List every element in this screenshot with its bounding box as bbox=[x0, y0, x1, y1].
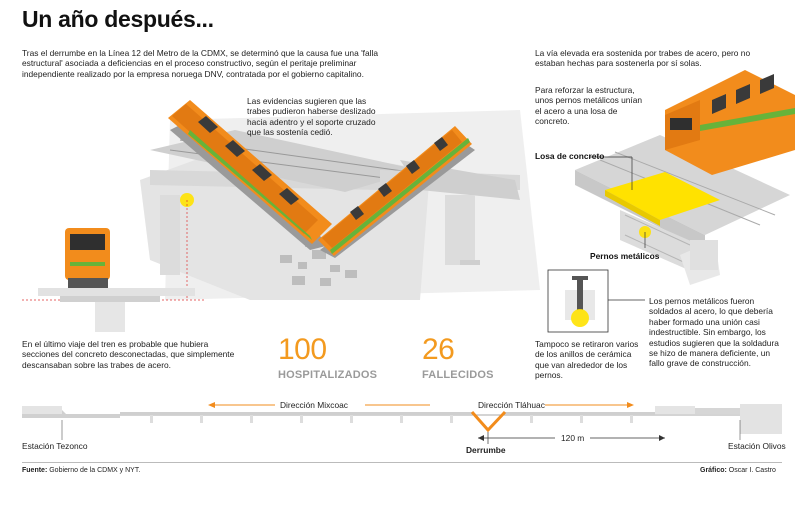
reinforce-note: Para reforzar la estructura, unos pernos metálicos unían el acero a una losa de concreto. bbox=[535, 85, 643, 127]
page-title: Un año después... bbox=[22, 6, 214, 32]
intro-text: Tras el derrumbe en la Línea 12 del Metro de la CDMX, se determinó que la causa fue una 'falla estructural' asociada a deficiencias en el proceso constructivo, según el peritaje preliminar independiente realizado por la empresa noruega DNV, contratada por el gobierno capitalino. bbox=[22, 48, 379, 79]
bolts-note: Los pernos metálicos fueron soldados al acero, lo que debería haber formado una unión casi indestructible. Sin embargo, los estudios sugieren que la soldadura se hizo de manera deficiente, un fallo grave de construcción. bbox=[649, 296, 779, 369]
station-tezonco: Estación Tezonco bbox=[22, 441, 88, 451]
hospitalized-count: 100 bbox=[278, 333, 327, 366]
rings-note: Tampoco se retiraron varios de los anillos de cerámica que van alrededor de los pernos. bbox=[535, 339, 639, 381]
evidence-note: Las evidencias sugieren que las trabes pudieron haberse deslizado hacia adentro y el soporte cruzado que las sostenía cedió. bbox=[247, 96, 376, 138]
deaths-label: FALLECIDOS bbox=[422, 369, 494, 381]
hospitalized-label: HOSPITALIZADOS bbox=[278, 369, 378, 381]
footer-divider bbox=[22, 462, 782, 463]
footer-credit: Gráfico: Oscar I. Castro bbox=[700, 467, 776, 474]
distance-label: 120 m bbox=[561, 433, 585, 443]
structure-note: La vía elevada era sostenida por trabes de acero, pero no estaban hechas para sostenerla por sí solas. bbox=[535, 48, 751, 69]
station-olivos: Estación Olivos bbox=[728, 441, 786, 451]
label-metal-bolts: Pernos metálicos bbox=[590, 251, 660, 261]
footer-source: Fuente: Gobierno de la CDMX y NYT. bbox=[22, 467, 141, 474]
deaths-count: 26 bbox=[422, 333, 455, 366]
label-concrete-slab: Losa de concreto bbox=[535, 151, 605, 161]
direction-mixcoac: Dirección Mixcoac bbox=[280, 400, 348, 410]
concrete-note: En el último viaje del tren es probable que hubiera secciones del concreto desconectadas, que simplemente descansaban sobre las trabes de acero. bbox=[22, 339, 235, 370]
direction-tlahuac: Dirección Tláhuac bbox=[478, 400, 545, 410]
collapse-label: Derrumbe bbox=[466, 445, 506, 455]
